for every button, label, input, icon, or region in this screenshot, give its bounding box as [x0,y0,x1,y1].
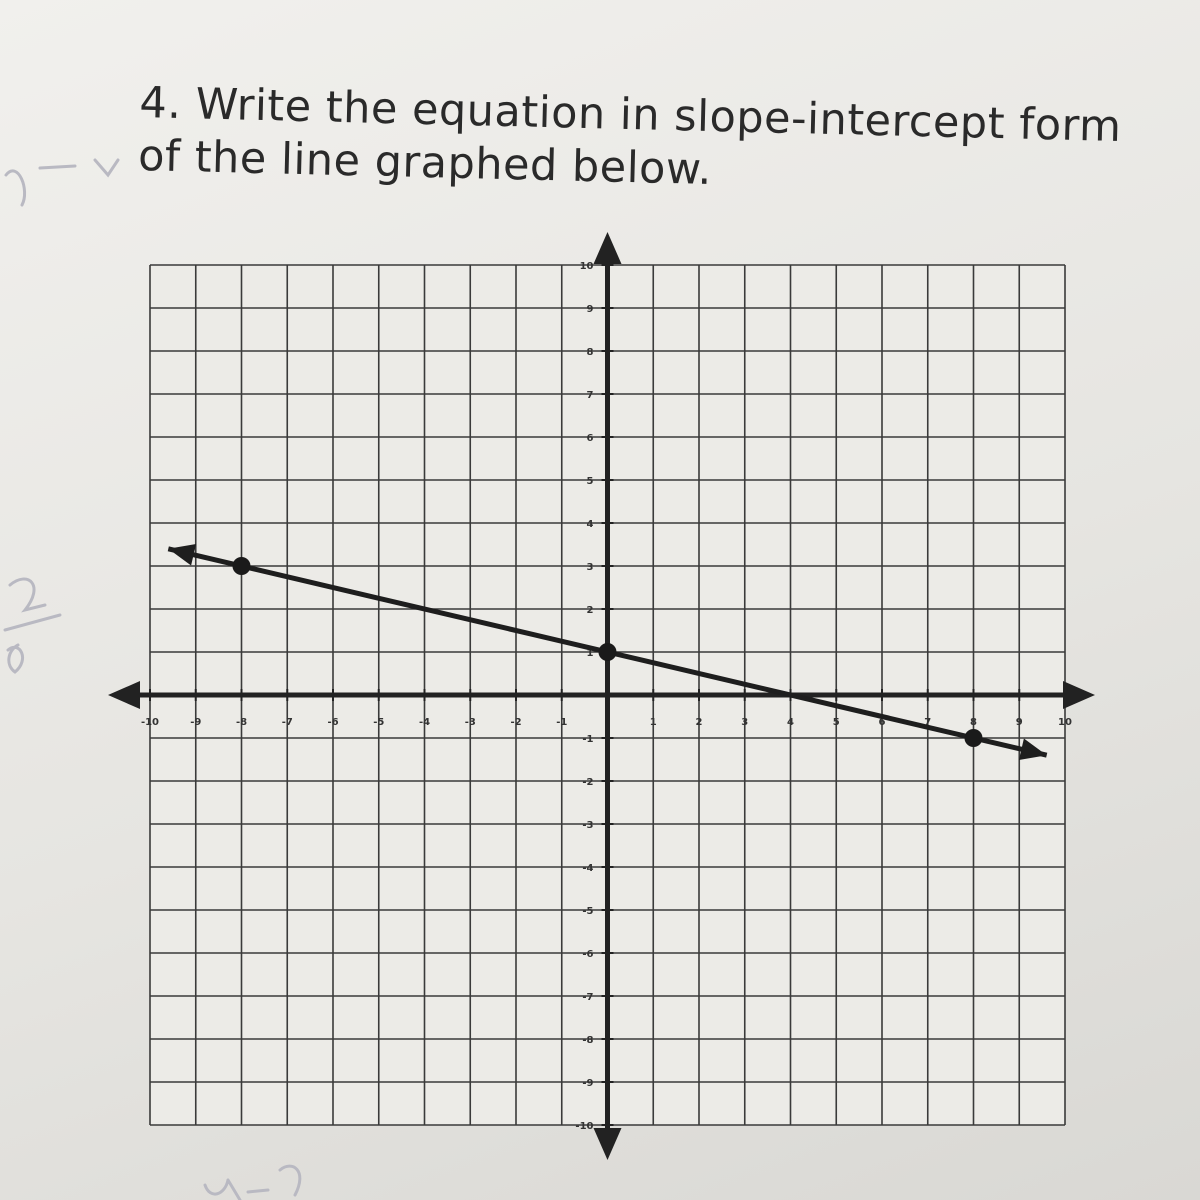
y-tick-label: 3 [586,562,594,573]
y-tick-label: -4 [582,863,594,874]
y-tick-label: -2 [582,777,594,788]
y-tick-label: 10 [579,261,594,272]
x-tick-label: -2 [510,717,522,728]
line-point [233,557,251,575]
x-tick-label: -4 [418,717,431,728]
y-tick-label: 7 [586,390,594,401]
x-tick-label: 1 [649,717,657,728]
y-tick-label: 8 [586,347,594,358]
y-tick-label: -3 [582,820,594,831]
y-tick-label: 1 [586,648,594,659]
question-number: 4. [138,78,183,130]
x-tick-label: -7 [281,717,293,728]
margin-scribble-fraction [5,579,60,672]
x-tick-label: -10 [140,717,160,728]
y-axis-arrow-down [594,1128,622,1160]
x-tick-label: 10 [1058,717,1072,728]
question-text-2: of the line graphed below. [137,130,713,195]
x-tick-label: -5 [373,717,385,728]
x-tick-label: -3 [464,717,476,728]
x-tick-label: 2 [695,717,703,728]
x-axis-arrow-right [1063,681,1095,709]
margin-scribble-top [6,160,118,205]
x-tick-label: -9 [190,717,202,728]
y-tick-label: -10 [575,1121,594,1132]
y-tick-label: 4 [586,519,594,530]
x-tick-label: 6 [878,717,886,728]
x-axis-arrow-left [108,681,140,709]
line-point [965,729,983,747]
x-tick-label: 9 [1015,717,1023,728]
y-tick-label: -5 [582,906,594,917]
bottom-scribble [205,1166,300,1200]
question-text-1: Write the equation in slope-intercept form [195,79,1123,152]
y-tick-label: 9 [586,304,594,315]
y-tick-label: -6 [582,949,594,960]
x-tick-label: -8 [235,717,248,728]
y-tick-label: -1 [582,734,594,745]
y-tick-label: 5 [586,476,594,487]
x-tick-label: 3 [741,717,749,728]
x-tick-label: 7 [924,717,932,728]
x-tick-label: 5 [832,717,840,728]
y-tick-label: -7 [582,992,594,1003]
x-tick-label: -1 [556,717,568,728]
x-tick-label: 8 [970,717,977,728]
line-point [599,643,617,661]
y-tick-label: 6 [586,433,594,444]
y-axis-arrow-up [594,232,622,264]
x-tick-label: 4 [787,717,794,728]
x-tick-label: -6 [327,717,339,728]
y-tick-label: -8 [582,1035,594,1046]
y-tick-label: 2 [586,605,594,616]
y-tick-label: -9 [582,1078,594,1089]
